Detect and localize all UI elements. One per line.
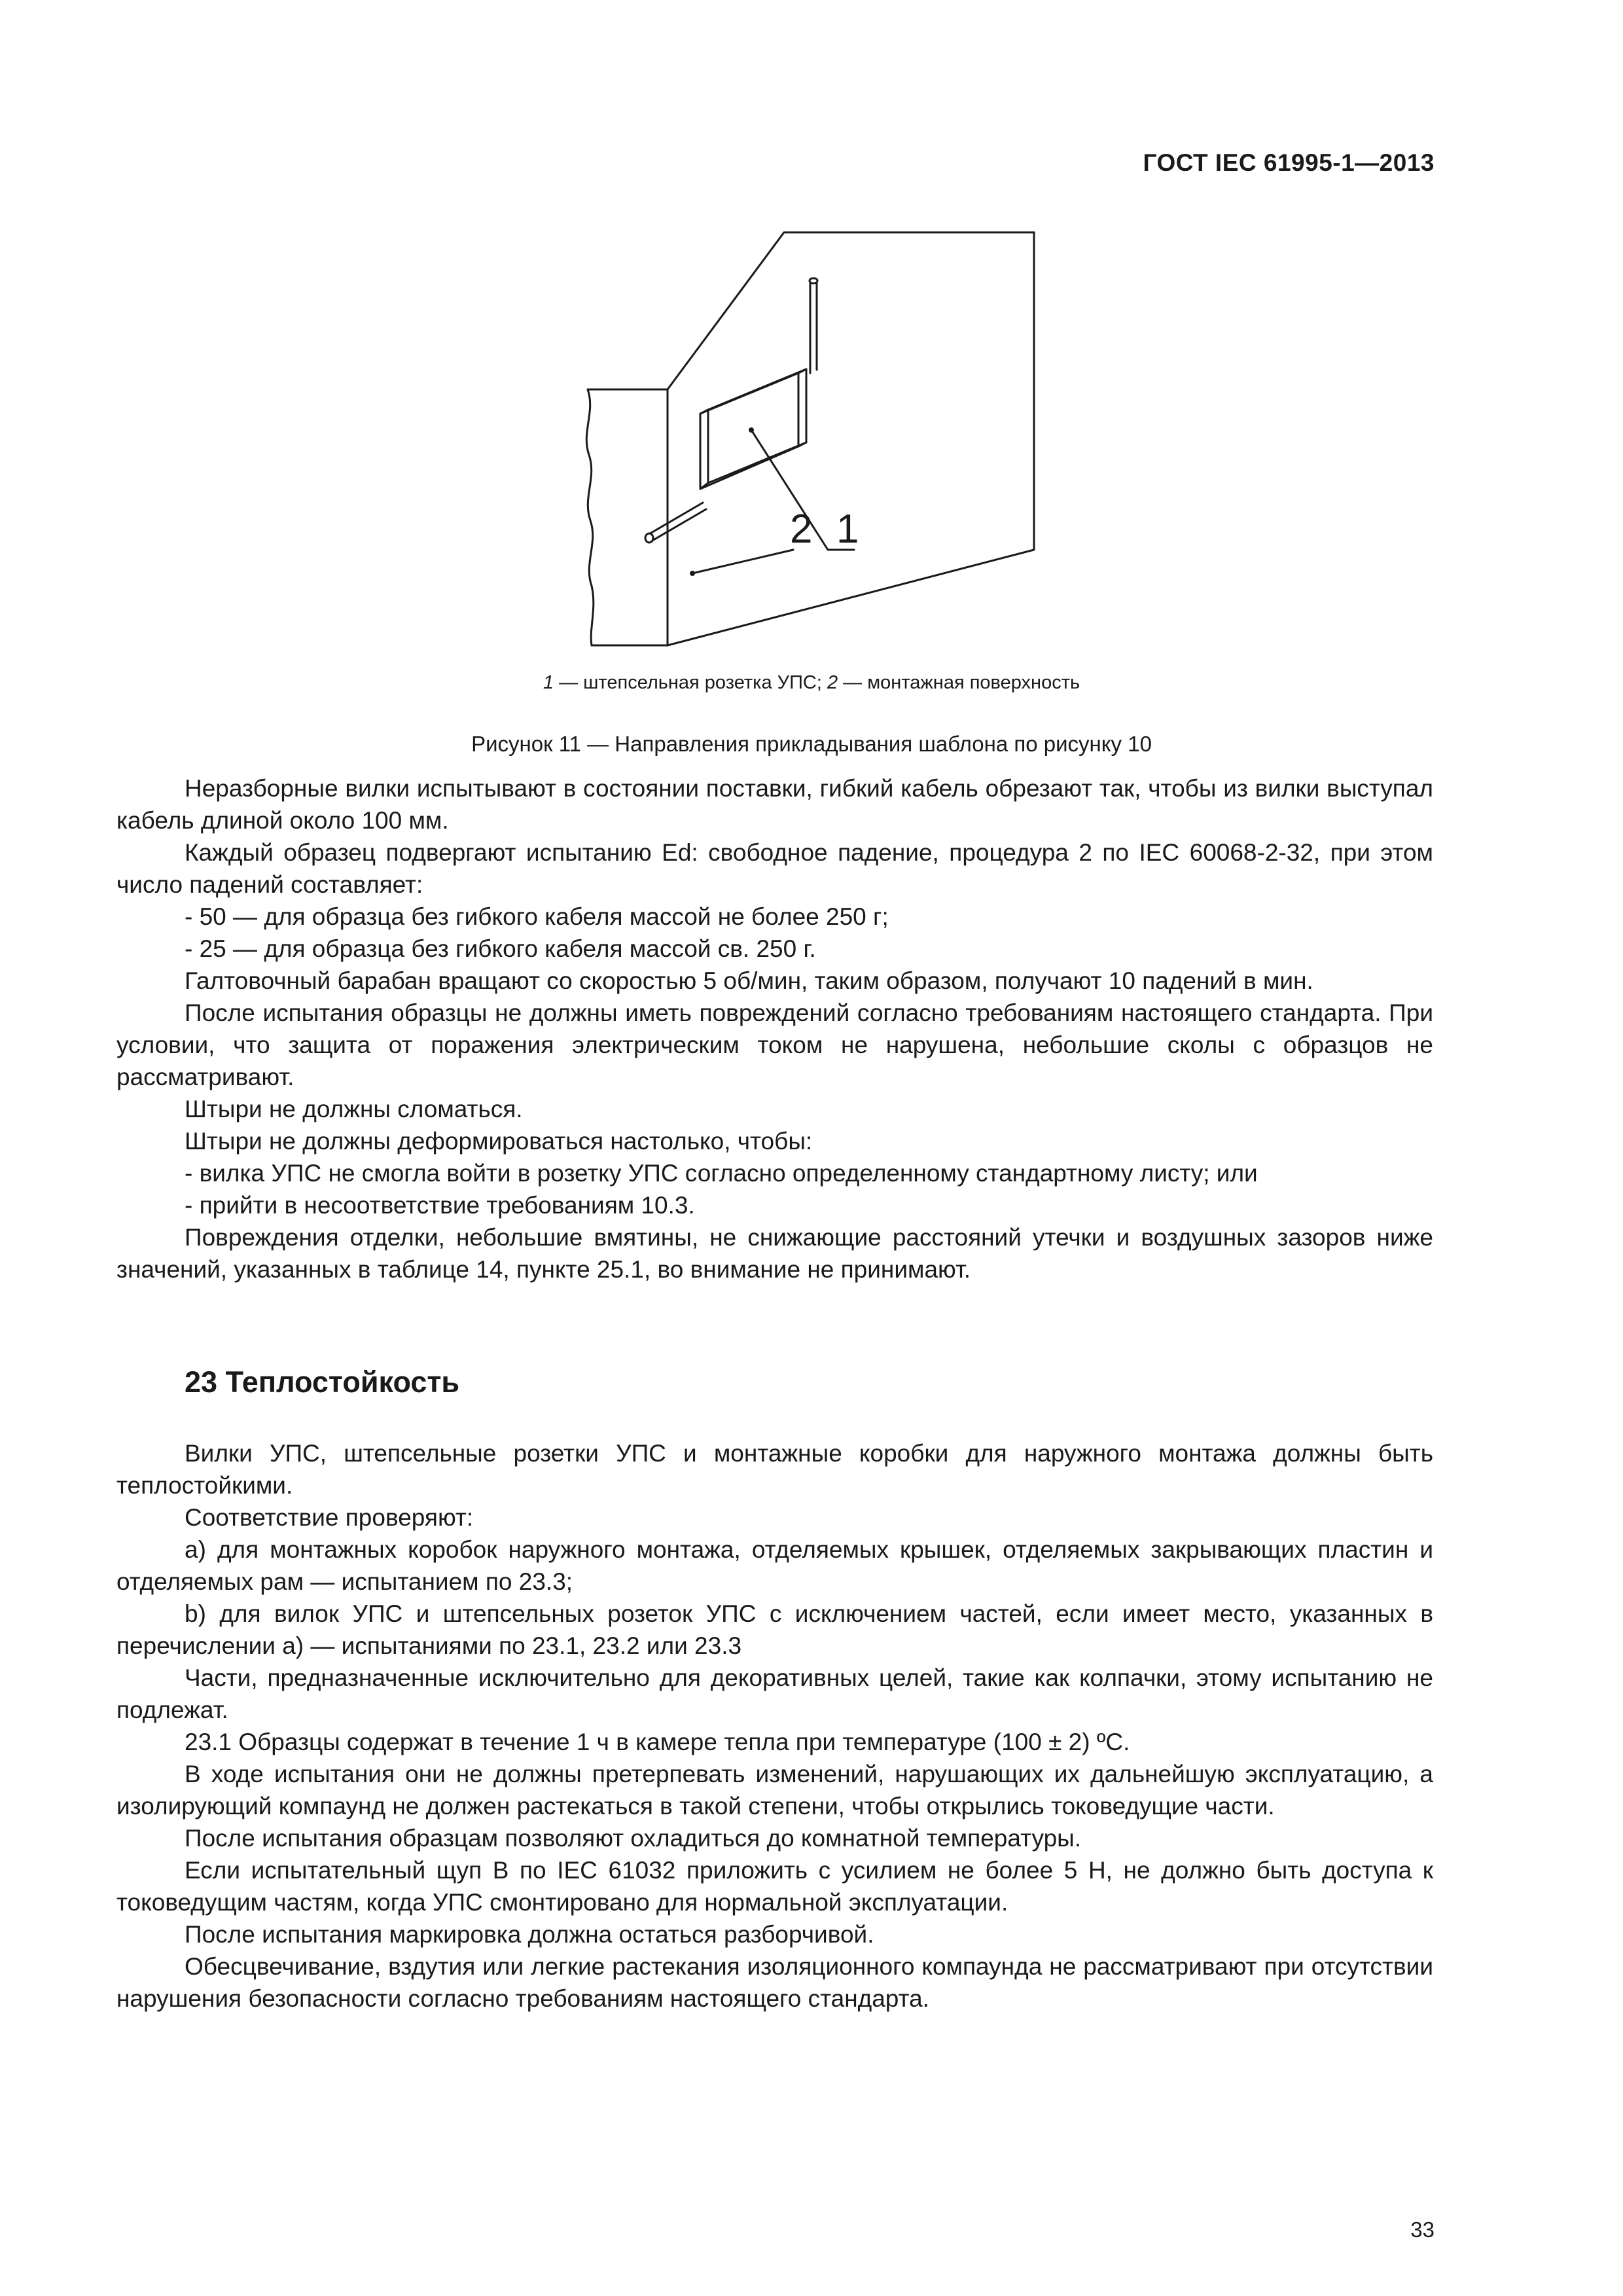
paragraph: 23.1 Образцы содержат в течение 1 ч в камере тепла при температуре (100 ± 2) ºС. (185, 1729, 1130, 1755)
legend-text-2: — монтажная поверхность (838, 672, 1080, 693)
legend-num-1: 1 (543, 672, 554, 693)
legend-text-1: — штепсельная розетка УПС; (554, 672, 827, 693)
list-item: а) для монтажных коробок наружного монтажа, отделяемых крышек, отделяемых закрывающих пластин и отделяемых рам — испытанием по 23.3; (116, 1536, 1433, 1595)
list-item: - 50 — для образца без гибкого кабеля массой не более 250 г; (185, 903, 889, 930)
paragraph: Штыри не должны деформироваться настолько, чтобы: (185, 1128, 813, 1155)
list-item: - вилка УПС не смогла войти в розетку УПС согласно определенному стандартному листу; или (185, 1160, 1258, 1187)
label-2: 2 (790, 507, 813, 552)
leader-2 (692, 550, 793, 573)
figure-legend (0, 672, 1623, 694)
paragraph: После испытания маркировка должна остаться разборчивой. (185, 1921, 874, 1948)
paragraph: Части, предназначенные исключительно для декоративных целей, такие как колпачки, этому испытанию не подлежат. (116, 1664, 1433, 1723)
section-heading: 23 Теплостойкость (185, 1365, 460, 1399)
block-front-edge (592, 389, 668, 645)
paragraph: В ходе испытания они не должны претерпевать изменений, нарушающих их дальнейшую эксплуатацию, а изолирующий компаунд не должен растекаться в такой степени, чтобы открылись токоведущие части. (116, 1761, 1433, 1820)
figure-caption: Рисунок 11 — Направления прикладывания шаблона по рисунку 10 (471, 732, 1152, 756)
list-item: - прийти в несоответствие требованиям 10.3. (185, 1192, 695, 1219)
legend-num-2: 2 (827, 672, 838, 693)
break-line (586, 389, 594, 645)
paragraph: Неразборные вилки испытывают в состоянии поставки, гибкий кабель обрезают так, чтобы из вилки выступал кабель длиной около 100 мм. (116, 775, 1433, 834)
document-header: ГОСТ IEC 61995-1—2013 (1143, 149, 1435, 176)
paragraph: Вилки УПС, штепсельные розетки УПС и монтажные коробки для наружного монтажа должны быть теплостойкими. (116, 1440, 1433, 1499)
paragraph: Соответствие проверяют: (185, 1504, 474, 1531)
paragraph: Обесцвечивание, вздутия или легкие растекания изоляционного компаунда не рассматривают при отсутствии нарушения безопасности согласно требованиям настоящего стандарта. (116, 1953, 1433, 2012)
list-item: b) для вилок УПС и штепсельных розеток УПС с исключением частей, если имеет место, указанных в перечислении а) — испытаниями по 23.1, 23.2 или 23.3 (116, 1600, 1433, 1659)
paragraph: После испытания образцам позволяют охладиться до комнатной температуры. (185, 1825, 1082, 1852)
paragraph: После испытания образцы не должны иметь повреждений согласно требованиям настоящего стандарта. При условии, что защита от поражения электрическим током не нарушена, небольшие сколы с образцов не рассматривают. (116, 999, 1433, 1090)
section-heat-resistance (116, 1437, 1433, 2015)
paragraph: Штыри не должны сломаться. (185, 1096, 523, 1122)
paragraph: Повреждения отделки, небольшие вмятины, не снижающие расстояний утечки и воздушных зазоров ниже значений, указанных в таблице 14, пункте 25.1, во внимание не принимают. (116, 1224, 1433, 1283)
list-item: - 25 — для образца без гибкого кабеля массой св. 250 г. (185, 935, 816, 962)
section-drop-test (116, 772, 1433, 1285)
horizontal-rod (648, 503, 706, 541)
label-1: 1 (836, 507, 859, 552)
page-number: 33 (1410, 2217, 1435, 2242)
figure-11-drawing (576, 223, 1060, 655)
paragraph: Если испытательный щуп В по IEC 61032 приложить с усилием не более 5 Н, не должно быть доступа к токоведущим частям, когда УПС смонтировано для нормальной эксплуатации. (116, 1857, 1433, 1916)
vertical-rod (810, 281, 817, 373)
paragraph: Каждый образец подвергают испытанию Ed: свободное падение, процедура 2 по IEC 60068-2-32, при этом число падений составляет: (116, 839, 1433, 898)
paragraph: Галтовочный барабан вращают со скоростью 5 об/мин, таким образом, получают 10 падений в мин. (185, 967, 1313, 994)
